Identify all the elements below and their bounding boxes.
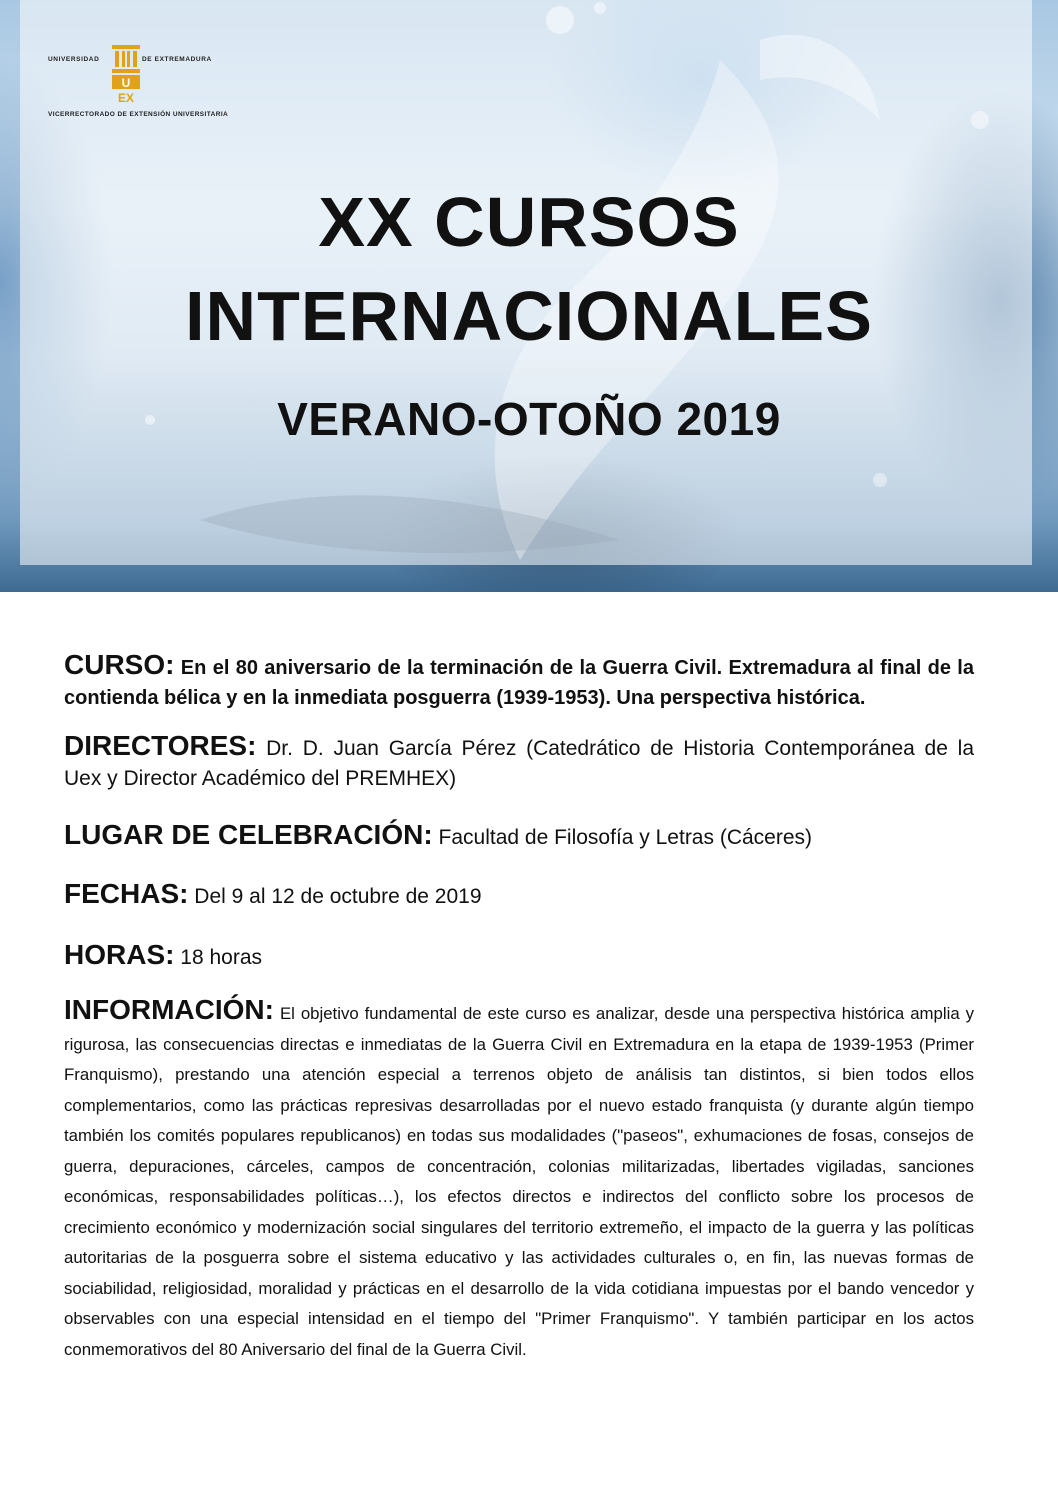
- page-title-line1: XX CURSOS: [318, 183, 740, 261]
- curso-value: En el 80 aniversario de la terminación de la Guerra Civil. Extremadura al final de la contienda bélica y en la inmediata posguerra (1939-1953). Una perspectiva histórica.: [64, 657, 974, 709]
- informacion-label: INFORMACIÓN:: [64, 994, 274, 1025]
- fechas-value: Del 9 al 12 de octubre de 2019: [194, 885, 482, 908]
- informacion-section: [64, 995, 974, 1365]
- directores-label: DIRECTORES:: [64, 730, 257, 761]
- logo-text-left: UNIVERSIDAD: [48, 56, 100, 63]
- university-logo: [48, 45, 238, 120]
- curso-label: CURSO:: [64, 649, 175, 680]
- horas-value: 18 horas: [180, 946, 263, 969]
- svg-text:U: U: [121, 76, 131, 90]
- logo-text-right: DE EXTREMADURA: [142, 56, 212, 63]
- directores-section: [64, 731, 974, 794]
- directores-value: Dr. D. Juan García Pérez (Catedrático de Historia Contemporánea de la Uex y Director Académico del PREMHEX): [64, 737, 974, 790]
- fechas-section: [64, 879, 974, 912]
- informacion-value: El objetivo fundamental de este curso es analizar, desde una perspectiva histórica amplia y rigurosa, las consecuencias directas e inmediatas de la Guerra Civil en Extremadura en la etapa de 1939-1953 (Primer Franquismo), prestando una atención especial a terrenos objeto de análisis tan distintos, si bien todos ellos complementarios, como las prácticas represivas desarrolladas por el nuevo estado franquista (y durante algún tiempo también los comités populares republicanos) en todas sus modalidades ("paseos", exhumaciones de fosas, consejos de guerra, depuraciones, cárceles, campos de concentración, colonias militarizadas, libertades vigiladas, sanciones económicas, responsabilidades políticas…), los efectos directos e indirectos del conflicto sobre los procesos de crecimiento económico y modernización social singulares del territorio extremeño, el impacto de la guerra y las políticas autoritarias de la posguerra sobre el sistema educativo y las actividades culturales o, en fin, las nuevas formas de sociabilidad, religiosidad, moralidad y prácticas en el desarrollo de la vida cotidiana impuestas por el bando vencedor y observables con una especial intensidad en el tiempo del "Primer Franquismo". Y también participar en los actos conmemorativos del 80 Aniversario del final de la Guerra Civil.: [64, 1004, 975, 1359]
- svg-text:EX: EX: [117, 91, 135, 105]
- lugar-label: LUGAR DE CELEBRACIÓN:: [64, 819, 433, 850]
- horas-section: [64, 940, 974, 973]
- lugar-section: [64, 820, 974, 853]
- course-details: [64, 650, 974, 1365]
- page-title-line2: INTERNACIONALES: [185, 277, 873, 355]
- lugar-value: Facultad de Filosofía y Letras (Cáceres): [438, 826, 813, 849]
- header-banner: [0, 0, 1058, 592]
- horas-label: HORAS:: [64, 939, 175, 970]
- fechas-label: FECHAS:: [64, 878, 189, 909]
- page-subtitle: VERANO-OTOÑO 2019: [277, 393, 781, 445]
- logo-subtitle: VICERRECTORADO DE EXTENSIÓN UNIVERSITARIA: [48, 111, 229, 118]
- uex-logo-mark: [112, 45, 140, 105]
- curso-section: [64, 650, 974, 713]
